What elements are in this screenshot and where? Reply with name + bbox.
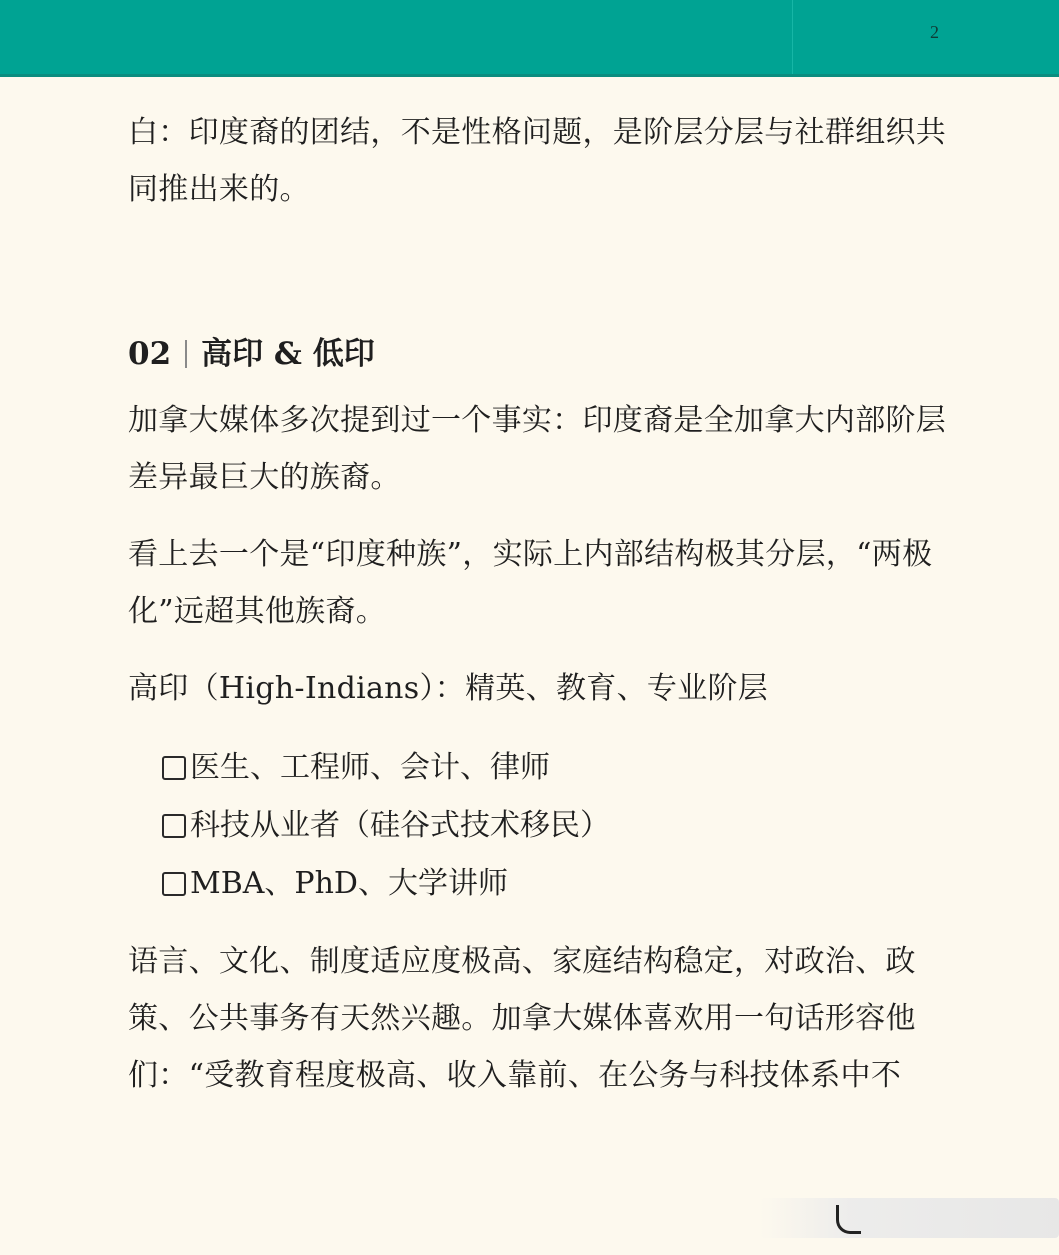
list-item-text: MBA、PhD、大学讲师 (190, 866, 508, 901)
paragraph-high-indians: 高印（High-Indians）：精英、教育、专业阶层 (128, 671, 769, 706)
page-number: 2 (930, 22, 939, 42)
checkbox-icon (162, 756, 186, 780)
list-item-text: 医生、工程师、会计、律师 (190, 750, 550, 785)
intro-paragraph: 白：印度裔的团结，不是性格问题，是阶层分层与社群组织共同推出来的。 (128, 115, 947, 207)
list-item-text: 科技从业者（硅谷式技术移民） (190, 808, 610, 843)
checkbox-icon (162, 872, 186, 896)
list-item (162, 797, 958, 855)
paragraph-polarization: 看上去一个是“印度种族”，实际上内部结构极其分层，“两极化”远超其他族裔。 (128, 537, 933, 629)
section-heading (128, 334, 958, 374)
spacer (128, 218, 958, 334)
section-number: 02 (128, 336, 172, 372)
scroll-fade-overlay (760, 1198, 1059, 1238)
section-title: 高印 & 低印 (201, 336, 375, 372)
list-item (162, 855, 958, 913)
heading-separator (185, 340, 187, 368)
spacer (128, 717, 958, 739)
closing-paragraph: 语言、文化、制度适应度极高、家庭结构稳定，对政治、政策、公共事务有天然兴趣。加拿大媒体喜欢用一句话形容他们：“受教育程度极高、收入靠前、在公务与科技体系中不 (128, 944, 916, 1093)
list-item (162, 739, 958, 797)
spacer (128, 374, 958, 392)
spacer (128, 913, 958, 933)
paragraph-fact: 加拿大媒体多次提到过一个事实：印度裔是全加拿大内部阶层差异最巨大的族裔。 (128, 403, 947, 495)
banner-divider (792, 0, 793, 74)
top-banner (0, 0, 1059, 77)
article-body (128, 104, 958, 1104)
spacer (128, 506, 958, 526)
profession-list (128, 739, 958, 913)
checkbox-icon (162, 814, 186, 838)
scroll-hint-icon (836, 1205, 861, 1234)
spacer (128, 640, 958, 660)
